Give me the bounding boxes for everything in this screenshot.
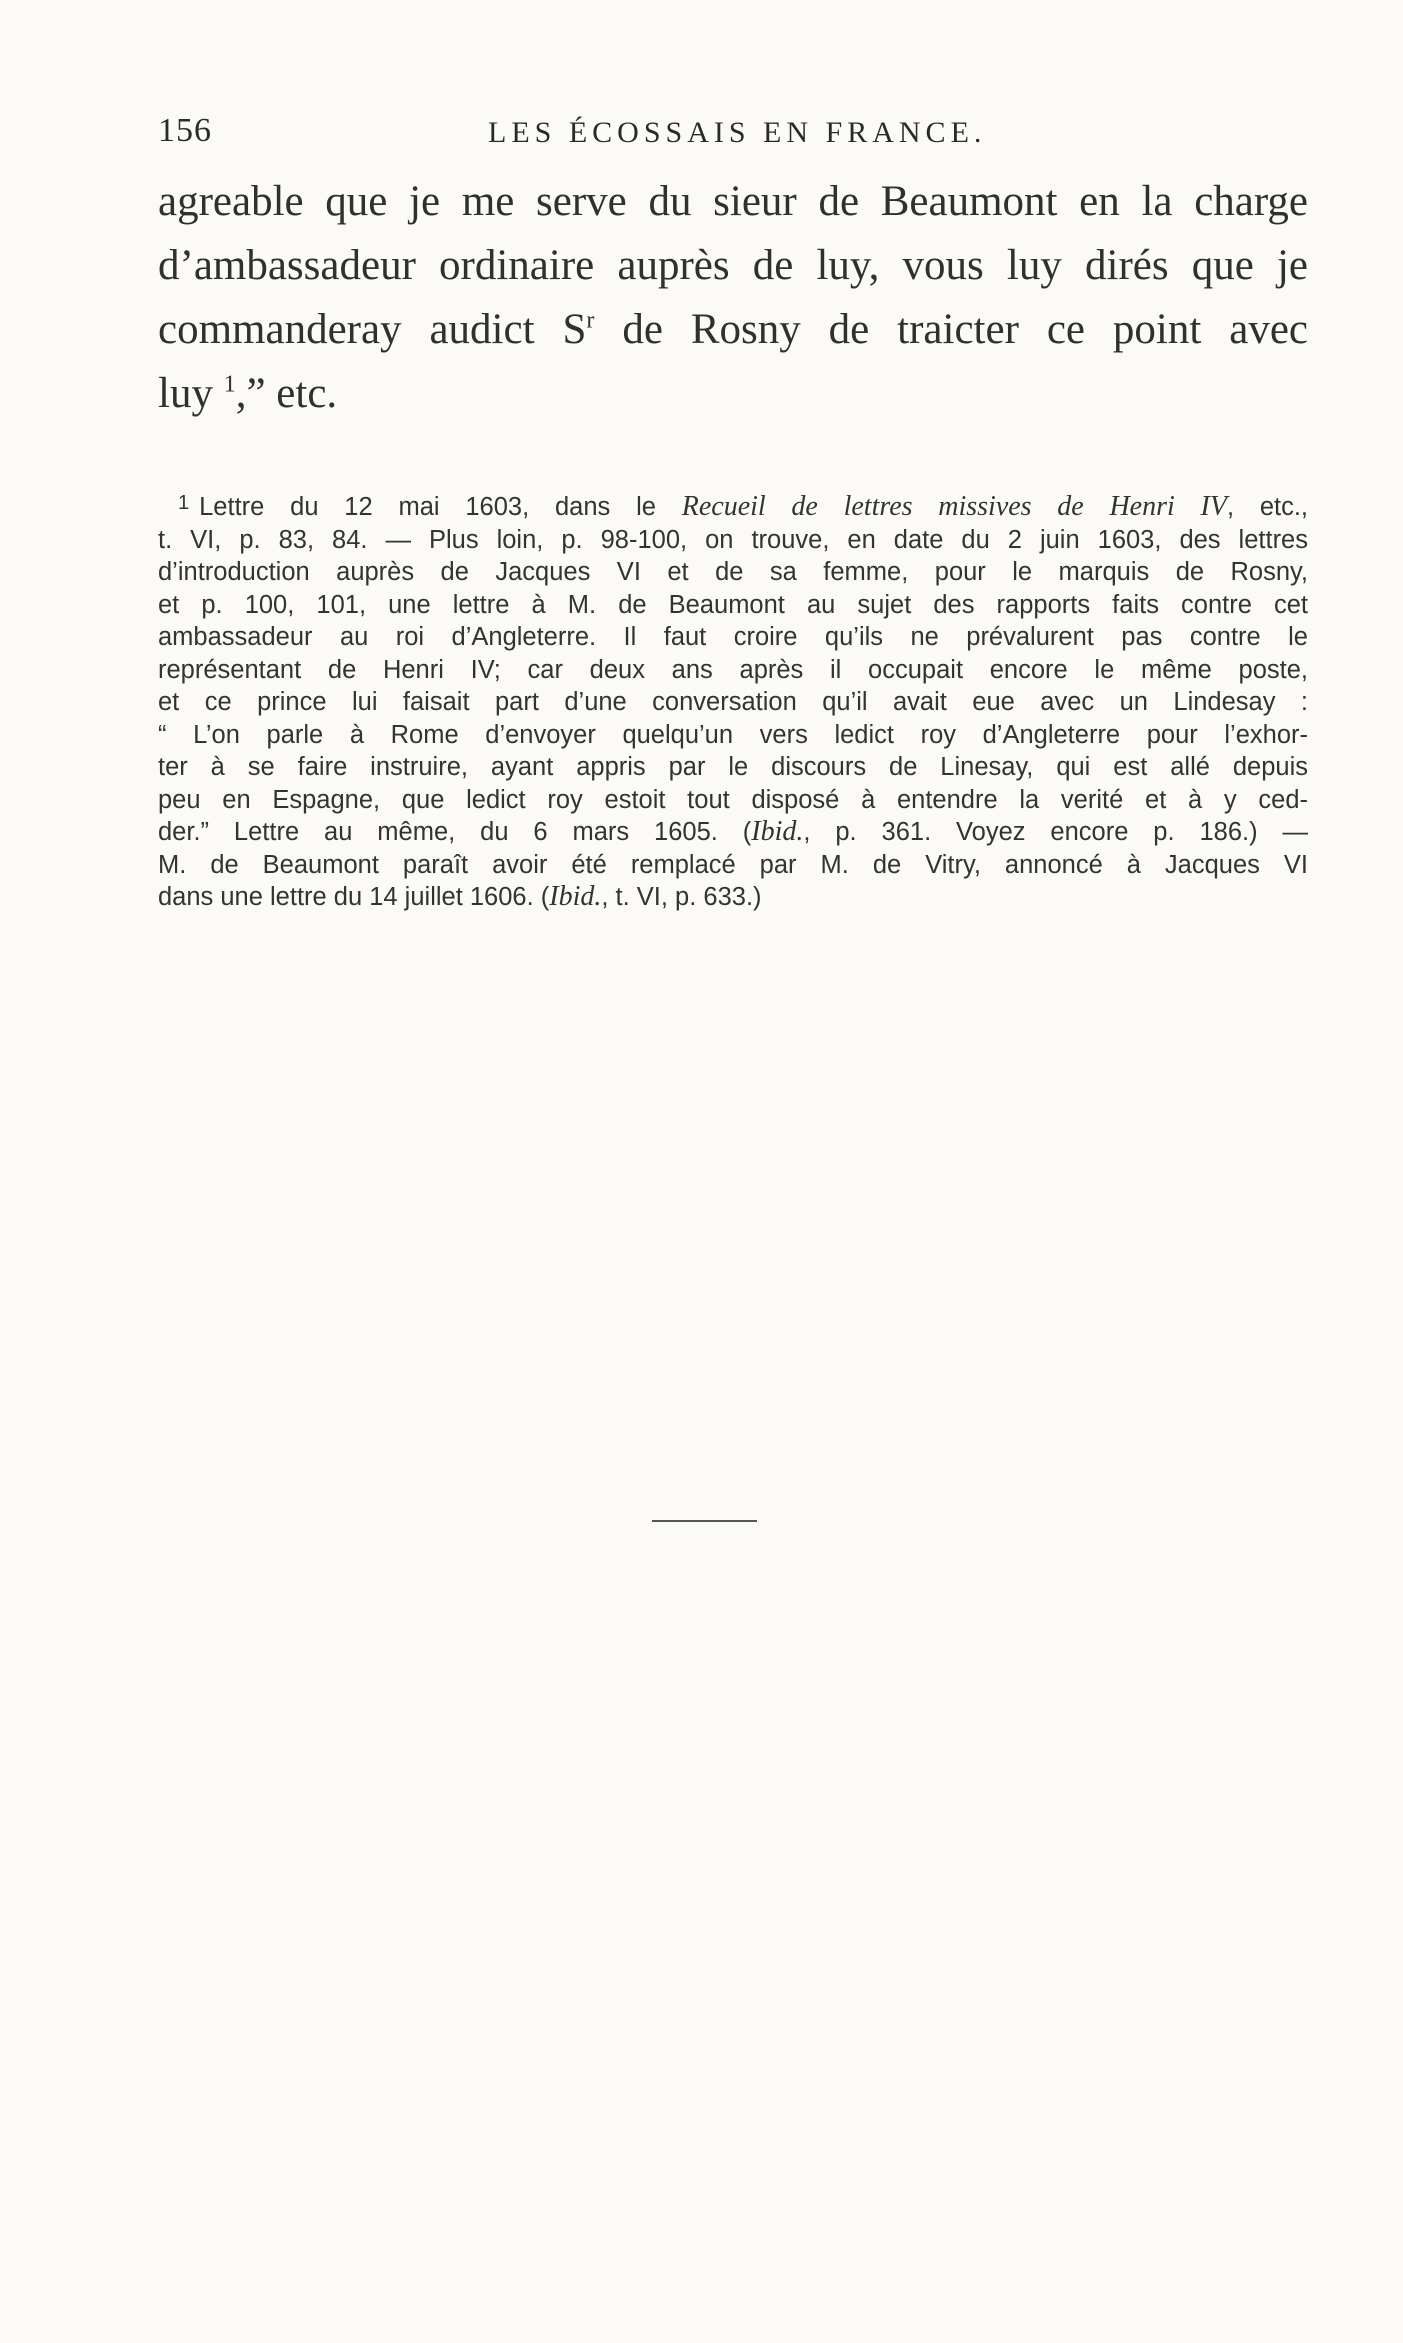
body-paragraph xyxy=(158,170,1308,426)
body-line: luy $^1$,” etc. xyxy=(158,370,338,417)
end-rule xyxy=(652,1520,757,1522)
body-line: agreable que je me serve du sieur de Beaumont en la charge xyxy=(158,178,1308,225)
italic-title: Recueil de lettres missives de Henri IV xyxy=(681,491,1227,522)
footnote-line: représentant de Henri IV; car deux ans après il occupait encore le même poste, xyxy=(158,655,1308,684)
footnote-line: et ce prince lui faisait part d’une conversation qu’il avait eue avec un Lindesay : xyxy=(158,688,1308,716)
footnote-marker: 1 xyxy=(178,492,190,514)
footnote-line: der.” Lettre au même, du 6 mars 1605. (Ibid., p. 361. Voyez encore p. 186.) — xyxy=(158,816,1308,847)
footnote xyxy=(158,487,1308,914)
footnote-line: $^1$ Lettre du 12 mai 1603, dans le Recueil de lettres missives de Henri IV, etc., xyxy=(178,491,1309,522)
footnote-line: peu en Espagne, que ledict roy estoit tout disposé à entendre la verité et à y ced- xyxy=(158,785,1308,814)
body-line: commanderay audict $S^r$ de Rosny de traicter ce point avec xyxy=(158,306,1308,353)
running-title: LES ÉCOSSAIS EN FRANCE. xyxy=(488,116,987,149)
footnote-line: ter à se faire instruire, ayant appris par le discours de Linesay, qui est allé depuis xyxy=(158,753,1308,781)
italic-ibid: Ibid. xyxy=(549,881,602,912)
footnote-line: “ L’on parle à Rome d’envoyer quelqu’un vers ledict roy d’Angleterre pour l’exhor- xyxy=(158,720,1308,749)
footnote-line: dans une lettre du 14 juillet 1606. (Ibid., t. VI, p. 633.) xyxy=(158,881,762,912)
italic-ibid: Ibid. xyxy=(751,816,804,847)
superscript: r xyxy=(586,307,595,334)
footnote-line: et p. 100, 101, une lettre à M. de Beaumont au sujet des rapports faits contre cet xyxy=(158,590,1308,619)
footnote-line: ambassadeur au roi d’Angleterre. Il faut croire qu’ils ne prévalurent pas contre le xyxy=(158,623,1308,651)
page-number: 156 xyxy=(158,112,212,149)
footnote-line: M. de Beaumont paraît avoir été remplacé par M. de Vitry, annoncé à Jacques VI xyxy=(158,850,1308,879)
running-head xyxy=(158,112,1318,158)
footnote-line: t. VI, p. 83, 84. — Plus loin, p. 98-100, on trouve, en date du 2 juin 1603, des lettres xyxy=(158,525,1308,554)
body-line: d’ambassadeur ordinaire auprès de luy, vous luy dirés que je xyxy=(158,242,1308,289)
footnote-line: d’introduction auprès de Jacques VI et de sa femme, pour le marquis de Rosny, xyxy=(158,558,1308,586)
footnote-reference: 1 xyxy=(223,371,236,398)
